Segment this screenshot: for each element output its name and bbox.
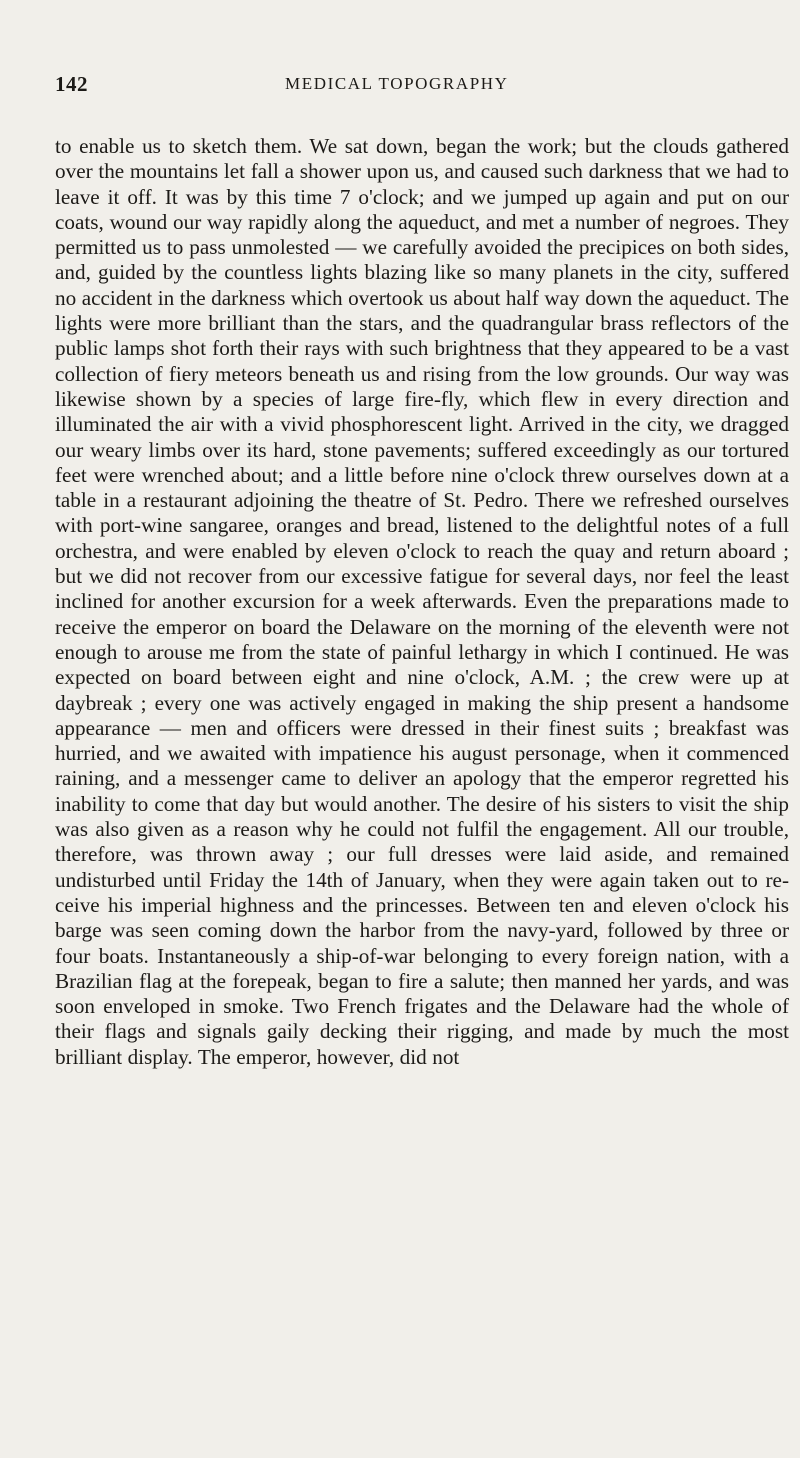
body-paragraph: to enable us to sketch them. We sat down, began the work; but the clouds gathered over the mountains let fall a shower upon us, and caused such darkness that we had to leave it off. It was by this time 7 o'clock; and we jumped up again and put on our coats, wound our way rapidly along the aqueduct, and met a number of negroes. They permitted us to pass unmolested — we carefully avoided the precipices on both sides, and, guided by the countless lights blazing like so many planets in the city, suffered no accident in the darkness which overtook us about half way down the aqueduct. The lights were more brilliant than the stars, and the quadrangular brass reflectors of the public lamps shot forth their rays with such brightness that they appeared to be a vast collection of fiery meteors beneath us and rising from the low grounds. Our way was likewise shown by a species of large fire-fly, which flew in every direction and illuminated the air with a vivid phosphorescent light. Arrived in the city, we dragged our weary limbs over its hard, stone pavements; suffered exceedingly as our tortured feet were wrenched about; and a little before nine o'clock threw ourselves down at a table in a restaurant adjoining the theatre of St. Pedro. There we refreshed ourselves with port-wine sangaree, oranges and bread, listened to the delightful notes of a full orchestra, and were enabled by eleven o'clock to reach the quay and return aboard ; but we did not recover from our excessive fatigue for several days, nor feel the least inclined for another excursion for a week afterwards. Even the preparations made to receive the emperor on board the Delaware on the morning of the eleventh were not enough to arouse me from the state of painful lethargy in which I continued. He was expected on board between eight and nine o'clock, A.M. ; the crew were up at daybreak ; every one was actively engaged in making the ship present a handsome appearance — men and officers were dressed in their finest suits ; breakfast was hurried, and we awaited with impatience his august personage, when it commenced raining, and a messenger came to deliver an apology that the emperor regretted his inability to come that day but would another. The desire of his sisters to visit the ship was also given as a reason why he could not fulfil the engagement. All our trouble, therefore, was thrown away ; our full dresses were laid aside, and remained undisturbed until Friday the 14th of January, when they were again taken out to receive his imperial highness and the princesses. Between ten and eleven o'clock his barge was seen coming down the harbor from the navy-yard, followed by three or four boats. Instantaneously a ship-of-war belonging to every foreign nation, with a Brazilian flag at the forepeak, began to fire a salute; then manned her yards, and was soon enveloped in smoke. Two French frigates and the Delaware had the whole of their flags and signals gaily decking their rigging, and made by much the most brilliant display. The emperor, however, did not: [55, 134, 789, 1069]
page-header: [55, 72, 775, 102]
page-number: 142: [55, 72, 88, 96]
running-head: MEDICAL TOPOGRAPHY: [285, 74, 509, 93]
